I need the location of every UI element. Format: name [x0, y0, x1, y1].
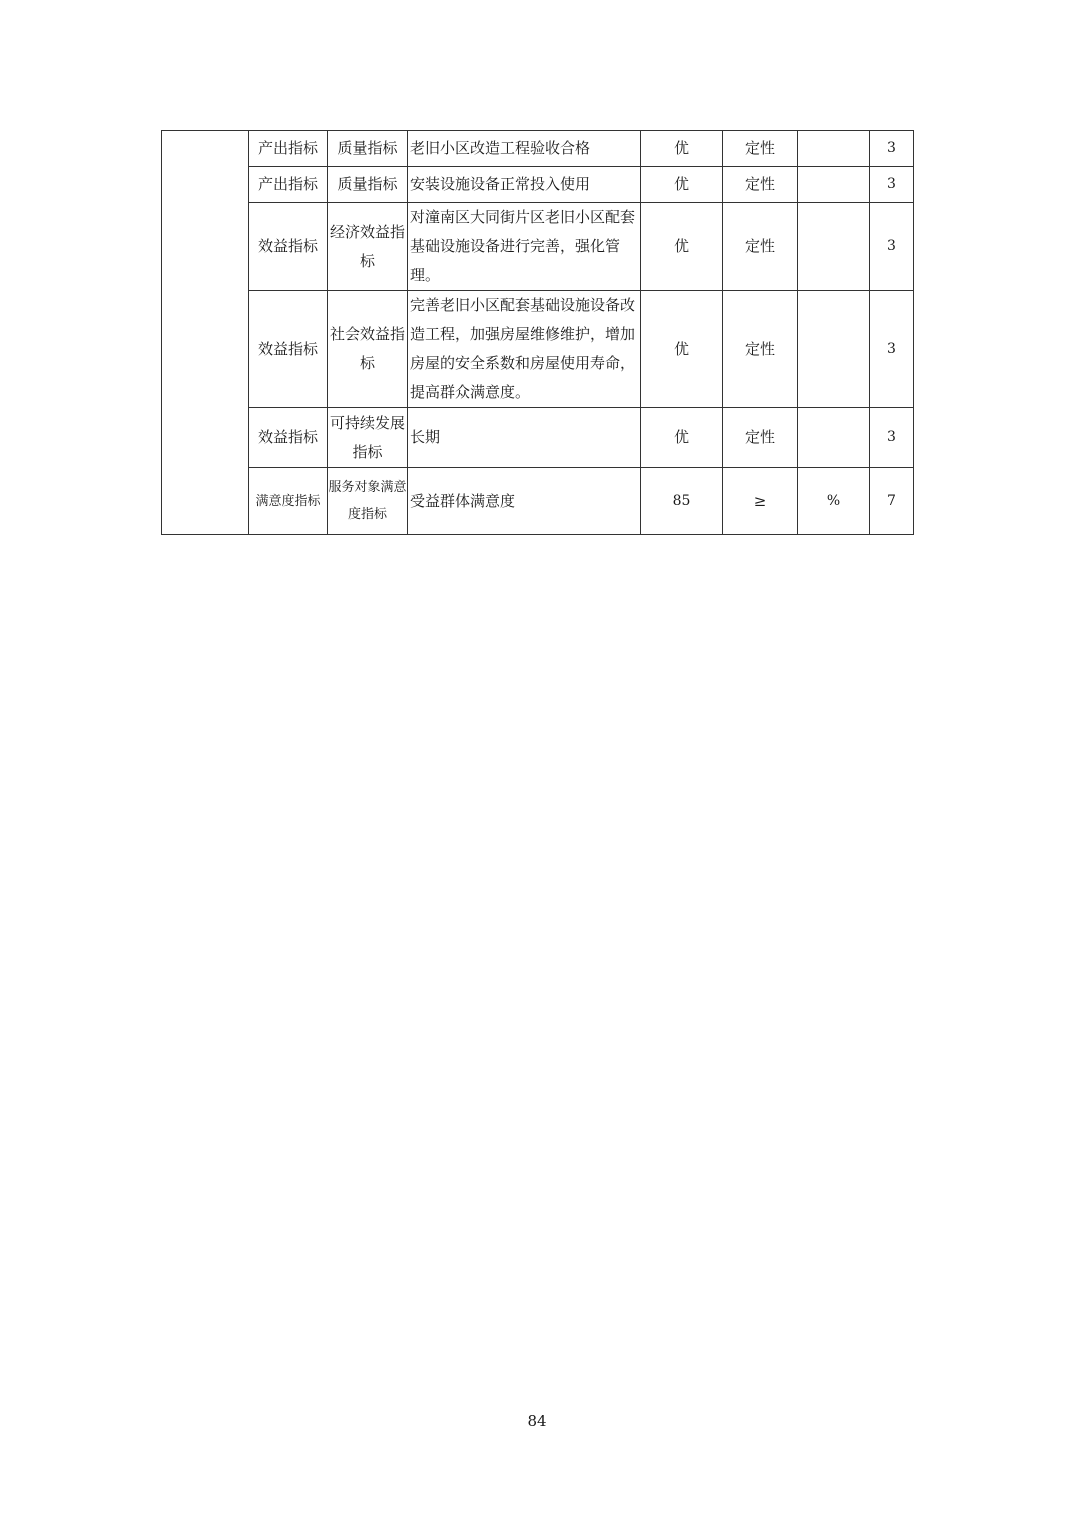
target-value-cell: 优: [641, 131, 723, 167]
level1-indicator-cell: 产出指标: [249, 167, 328, 203]
operator-cell: 定性: [723, 203, 798, 291]
operator-cell: 定性: [723, 408, 798, 468]
target-value-cell: 优: [641, 167, 723, 203]
operator-cell: ≥: [723, 468, 798, 535]
unit-cell: [798, 131, 870, 167]
indicator-content-cell: 完善老旧小区配套基础设施设备改造工程，加强房屋维修维护，增加房屋的安全系数和房屋使用寿命，提高群众满意度。: [408, 291, 641, 408]
page-number: 84: [527, 1412, 547, 1430]
table-row: [162, 131, 914, 167]
target-value-cell: 优: [641, 291, 723, 408]
level2-indicator-cell: 服务对象满意度指标: [328, 468, 408, 535]
level2-indicator-cell: 可持续发展指标: [328, 408, 408, 468]
level2-indicator-cell: 质量指标: [328, 131, 408, 167]
level1-indicator-cell: 效益指标: [249, 408, 328, 468]
unit-cell: [798, 203, 870, 291]
indicator-content-cell: 受益群体满意度: [408, 468, 641, 535]
indicator-content-cell: 安装设施设备正常投入使用: [408, 167, 641, 203]
indicator-content-cell: 对潼南区大同街片区老旧小区配套基础设施设备进行完善，强化管理。: [408, 203, 641, 291]
table-row: [162, 167, 914, 203]
blank-category-cell: [162, 131, 249, 535]
level2-indicator-cell: 社会效益指标: [328, 291, 408, 408]
unit-cell: [798, 167, 870, 203]
level2-indicator-cell: 经济效益指标: [328, 203, 408, 291]
target-value-cell: 85: [641, 468, 723, 535]
table-row: [162, 408, 914, 468]
level1-indicator-cell: 效益指标: [249, 203, 328, 291]
target-value-cell: 优: [641, 203, 723, 291]
table-row: [162, 203, 914, 291]
level2-indicator-cell: 质量指标: [328, 167, 408, 203]
indicator-content-cell: 长期: [408, 408, 641, 468]
operator-cell: 定性: [723, 131, 798, 167]
table-row: [162, 468, 914, 535]
score-cell: 3: [870, 203, 914, 291]
performance-indicator-table: [161, 130, 914, 535]
level1-indicator-cell: 产出指标: [249, 131, 328, 167]
score-cell: 3: [870, 408, 914, 468]
operator-cell: 定性: [723, 167, 798, 203]
operator-cell: 定性: [723, 291, 798, 408]
score-cell: 7: [870, 468, 914, 535]
indicator-content-cell: 老旧小区改造工程验收合格: [408, 131, 641, 167]
target-value-cell: 优: [641, 408, 723, 468]
score-cell: 3: [870, 131, 914, 167]
unit-cell: [798, 291, 870, 408]
unit-cell: %: [798, 468, 870, 535]
table-row: [162, 291, 914, 408]
level1-indicator-cell: 满意度指标: [249, 468, 328, 535]
level1-indicator-cell: 效益指标: [249, 291, 328, 408]
score-cell: 3: [870, 291, 914, 408]
unit-cell: [798, 408, 870, 468]
score-cell: 3: [870, 167, 914, 203]
